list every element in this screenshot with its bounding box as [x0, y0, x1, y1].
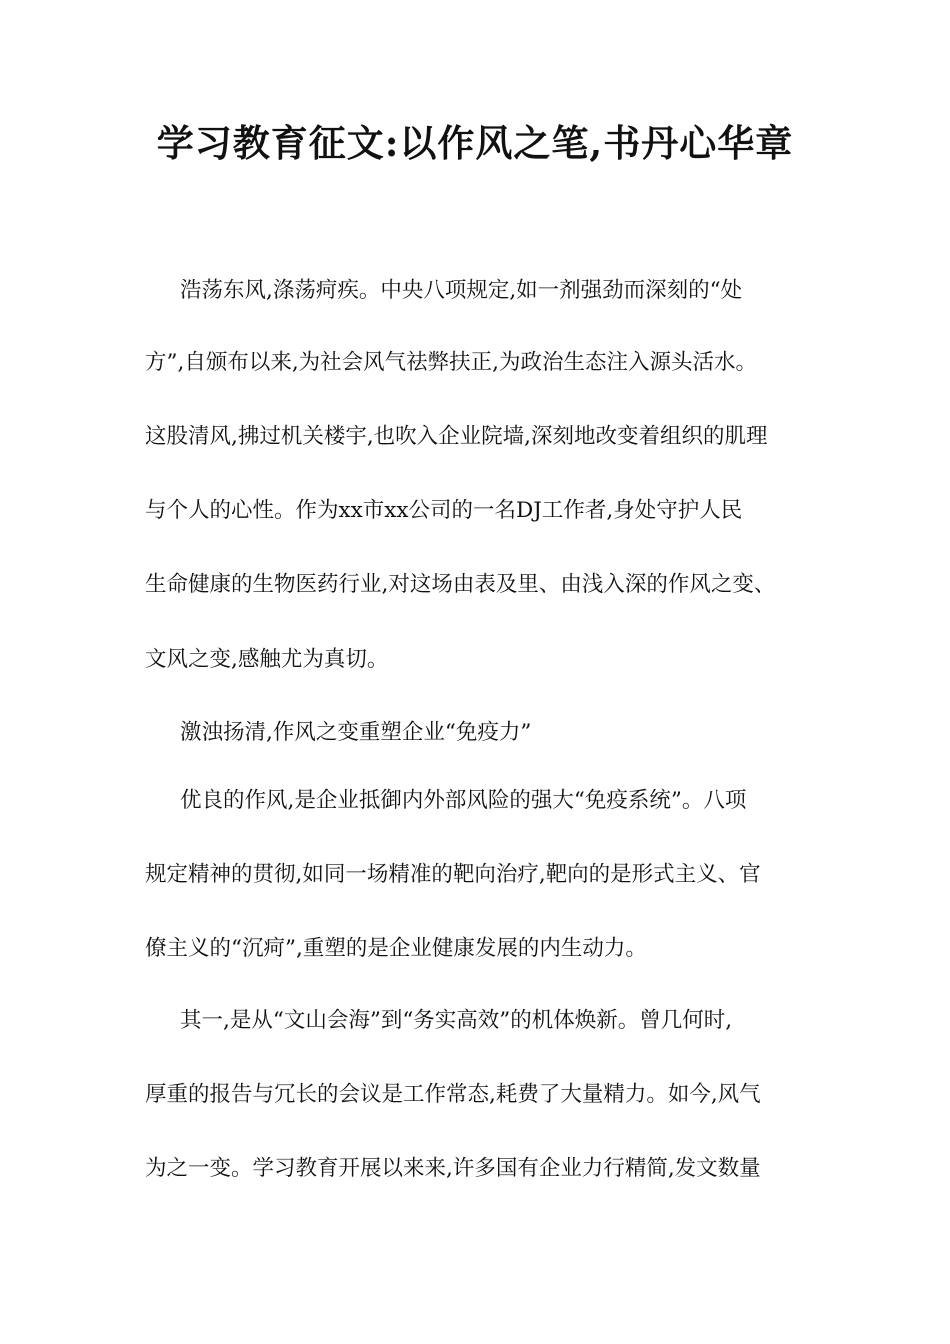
- paragraph-line: 其一,是从“文山会海”到“务实高效”的机体焕新。曾几何时,: [180, 1008, 733, 1033]
- section-heading: 激浊扬清,作风之变重塑企业“免疫力”: [180, 720, 532, 745]
- paragraph-line: 文风之变,感触尤为真切。: [145, 647, 389, 672]
- paragraph-line: 方”,自颁布以来,为社会风气祛弊扶正,为政治生态注入源头活水。: [145, 350, 757, 375]
- document-title: 学习教育征文:以作风之笔,书丹心华章: [156, 121, 794, 165]
- paragraph-line: 为之一变。学习教育开展以来来,许多国有企业力行精简,发文数量: [145, 1156, 761, 1181]
- paragraph-line: 浩荡东风,涤荡疴疾。中央八项规定,如一剂强劲而深刻的“处: [180, 278, 743, 303]
- paragraph-line: 这股清风,拂过机关楼宇,也吹入企业院墙,深刻地改变着组织的肌理: [145, 424, 768, 449]
- paragraph-line: 规定精神的贯彻,如同一场精准的靶向治疗,靶向的是形式主义、官: [145, 862, 761, 887]
- paragraph-line: 优良的作风,是企业抵御内外部风险的强大“免疫系统”。八项: [180, 788, 747, 813]
- paragraph-line: 与个人的心性。作为xx市xx公司的一名DJ工作者,身处守护人民: [145, 498, 743, 523]
- paragraph-line: 厚重的报告与冗长的会议是工作常态,耗费了大量精力。如今,风气: [145, 1082, 761, 1107]
- paragraph-line: 生命健康的生物医药行业,对这场由表及里、由浅入深的作风之变、: [145, 572, 776, 597]
- paragraph-line: 僚主义的“沉疴”,重塑的是企业健康发展的内生动力。: [145, 936, 647, 961]
